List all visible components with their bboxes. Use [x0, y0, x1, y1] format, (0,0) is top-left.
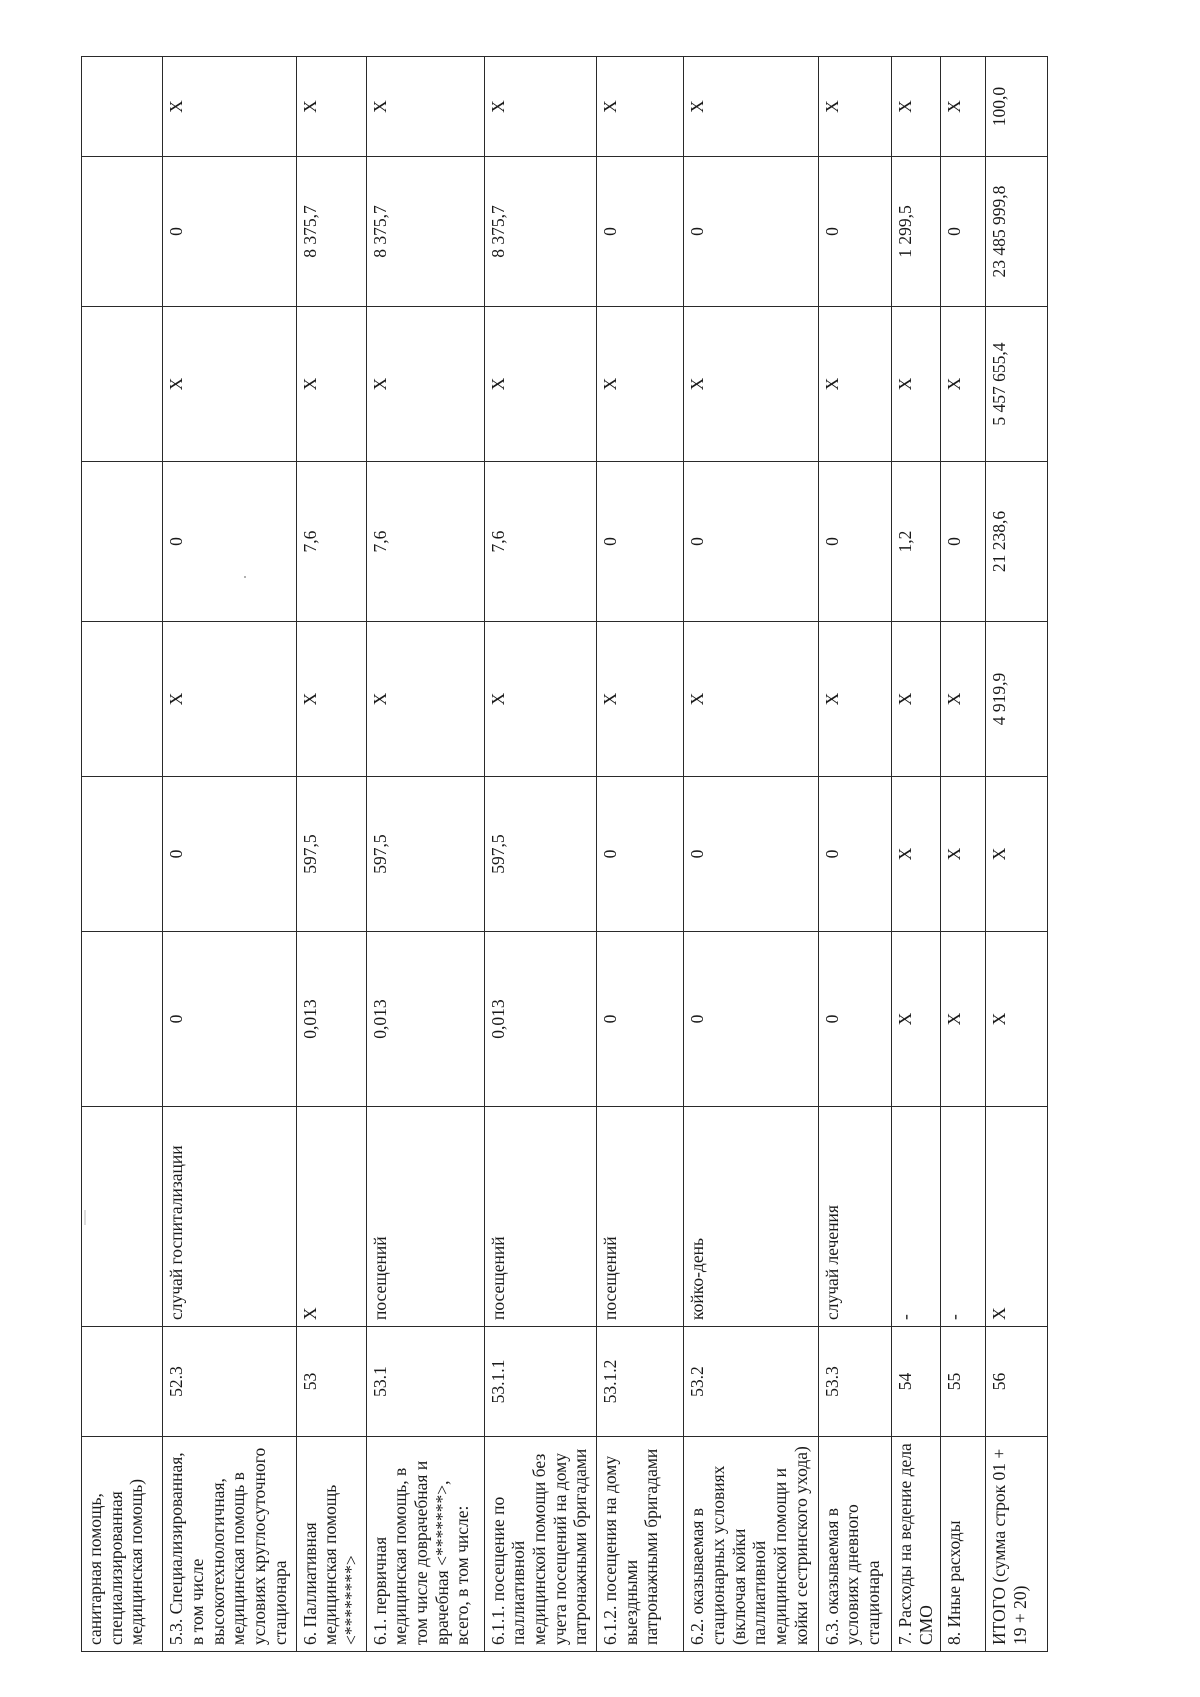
value-cell: X — [818, 307, 891, 462]
value-cell: 0,013 — [366, 932, 484, 1107]
value-cell: X — [366, 57, 484, 157]
value-cell: 0 — [163, 462, 296, 622]
value-cell: X — [891, 932, 940, 1107]
value-cell: 0 — [941, 157, 986, 307]
row-code-cell: 54 — [891, 1327, 940, 1437]
row-name-cell: 8. Иные расходы — [941, 1437, 986, 1652]
unit-cell: случай госпитализации — [163, 1107, 296, 1327]
value-cell: X — [684, 57, 818, 157]
table-row — [484, 57, 596, 1652]
row-name-cell: санитарная помощь, специализированная медицинская помощь) — [82, 1437, 163, 1652]
value-cell: 0 — [684, 157, 818, 307]
value-cell: 8 375,7 — [484, 157, 596, 307]
value-cell: 0 — [818, 777, 891, 932]
value-cell: X — [818, 57, 891, 157]
unit-cell: X — [296, 1107, 366, 1327]
value-cell: X — [941, 932, 986, 1107]
value-cell: X — [985, 777, 1047, 932]
value-cell: X — [596, 622, 684, 777]
value-cell: X — [941, 622, 986, 777]
row-code-cell: 53.2 — [684, 1327, 818, 1437]
value-cell: 7,6 — [366, 462, 484, 622]
value-cell — [82, 622, 163, 777]
value-cell: 0 — [163, 157, 296, 307]
row-code-cell: 53.1.2 — [596, 1327, 684, 1437]
value-cell: 4 919,9 — [985, 622, 1047, 777]
value-cell: X — [684, 622, 818, 777]
unit-cell: посещений — [596, 1107, 684, 1327]
row-code-cell: 55 — [941, 1327, 986, 1437]
value-cell: 0 — [818, 932, 891, 1107]
row-name-cell: 6.2. оказываемая в стационарных условиях (включая койки паллиативной медицинской помощи и койки сестринского ухода) — [684, 1437, 818, 1652]
unit-cell: - — [891, 1107, 940, 1327]
table-row — [366, 57, 484, 1652]
value-cell: 0 — [684, 932, 818, 1107]
table-row — [163, 57, 296, 1652]
value-cell: X — [163, 307, 296, 462]
value-cell: 1,2 — [891, 462, 940, 622]
value-cell: 0 — [818, 157, 891, 307]
row-name-cell: 6. Паллиативная медицинская помощь <********> — [296, 1437, 366, 1652]
budget-table — [81, 56, 1048, 1652]
value-cell: 5 457 655,4 — [985, 307, 1047, 462]
row-name-cell: 6.1.2. посещения на дому выездными патронажными бригадами — [596, 1437, 684, 1652]
row-name-cell: 6.3. оказываемая в условиях дневного стационара — [818, 1437, 891, 1652]
table-row — [684, 57, 818, 1652]
value-cell: 100,0 — [985, 57, 1047, 157]
table-row — [596, 57, 684, 1652]
value-cell: X — [941, 307, 986, 462]
unit-cell: посещений — [484, 1107, 596, 1327]
row-code-cell: 56 — [985, 1327, 1047, 1437]
value-cell: X — [891, 57, 940, 157]
value-cell: X — [163, 57, 296, 157]
value-cell: 0 — [596, 462, 684, 622]
value-cell: 0 — [596, 777, 684, 932]
row-code-cell: 53.3 — [818, 1327, 891, 1437]
value-cell: X — [484, 57, 596, 157]
row-code-cell: 53 — [296, 1327, 366, 1437]
value-cell: 0 — [684, 777, 818, 932]
value-cell: X — [891, 622, 940, 777]
value-cell: X — [296, 622, 366, 777]
value-cell: 1 299,5 — [891, 157, 940, 307]
value-cell: X — [366, 307, 484, 462]
value-cell: 0 — [163, 932, 296, 1107]
table-row — [82, 57, 163, 1652]
value-cell: 0 — [684, 462, 818, 622]
unit-cell: случай лечения — [818, 1107, 891, 1327]
value-cell — [82, 157, 163, 307]
row-code-cell: 53.1 — [366, 1327, 484, 1437]
unit-cell: койко-день — [684, 1107, 818, 1327]
row-code-cell — [82, 1327, 163, 1437]
row-name-cell: 6.1. первичная медицинская помощь, в том числе доврачебная и врачебная <*******>, всего, в том числе: — [366, 1437, 484, 1652]
value-cell: X — [596, 307, 684, 462]
value-cell: X — [891, 307, 940, 462]
value-cell: 7,6 — [296, 462, 366, 622]
unit-cell: посещений — [366, 1107, 484, 1327]
value-cell: 597,5 — [366, 777, 484, 932]
value-cell: X — [941, 777, 986, 932]
row-name-cell: 6.1.1. посещение по паллиативной медицинской помощи без учета посещений на дому патронажными бригадами — [484, 1437, 596, 1652]
value-cell: 0 — [596, 157, 684, 307]
value-cell: 0 — [941, 462, 986, 622]
unit-cell: X — [985, 1107, 1047, 1327]
value-cell: 597,5 — [296, 777, 366, 932]
table-row — [941, 57, 986, 1652]
unit-cell: - — [941, 1107, 986, 1327]
value-cell — [82, 462, 163, 622]
value-cell — [82, 932, 163, 1107]
value-cell: 0,013 — [484, 932, 596, 1107]
value-cell: X — [484, 307, 596, 462]
value-cell: X — [296, 57, 366, 157]
value-cell: 21 238,6 — [985, 462, 1047, 622]
value-cell: X — [985, 932, 1047, 1107]
row-name-cell: ИТОГО (сумма строк 01 + 19 + 20) — [985, 1437, 1047, 1652]
row-name-cell: 7. Расходы на ведение дела СМО — [891, 1437, 940, 1652]
value-cell: X — [296, 307, 366, 462]
value-cell: 23 485 999,8 — [985, 157, 1047, 307]
value-cell: X — [163, 622, 296, 777]
value-cell: 8 375,7 — [366, 157, 484, 307]
row-name-cell: 5.3. Специализированная, в том числе высокотехнологичная, медицинская помощь в условиях круглосуточного стационара — [163, 1437, 296, 1652]
value-cell: 0 — [163, 777, 296, 932]
unit-cell — [82, 1107, 163, 1327]
row-code-cell: 53.1.1 — [484, 1327, 596, 1437]
row-code-cell: 52.3 — [163, 1327, 296, 1437]
value-cell: 0,013 — [296, 932, 366, 1107]
table-row — [891, 57, 940, 1652]
value-cell — [82, 307, 163, 462]
value-cell: X — [818, 622, 891, 777]
table-row — [296, 57, 366, 1652]
value-cell: 597,5 — [484, 777, 596, 932]
value-cell: X — [596, 57, 684, 157]
value-cell: 0 — [818, 462, 891, 622]
value-cell — [82, 57, 163, 157]
table-row — [818, 57, 891, 1652]
rotated-table-wrapper — [81, 57, 1048, 1652]
value-cell: 0 — [596, 932, 684, 1107]
value-cell: X — [366, 622, 484, 777]
value-cell: X — [684, 307, 818, 462]
value-cell — [82, 777, 163, 932]
value-cell: X — [941, 57, 986, 157]
value-cell: X — [891, 777, 940, 932]
value-cell: 8 375,7 — [296, 157, 366, 307]
table-row — [985, 57, 1047, 1652]
value-cell: 7,6 — [484, 462, 596, 622]
value-cell: X — [484, 622, 596, 777]
